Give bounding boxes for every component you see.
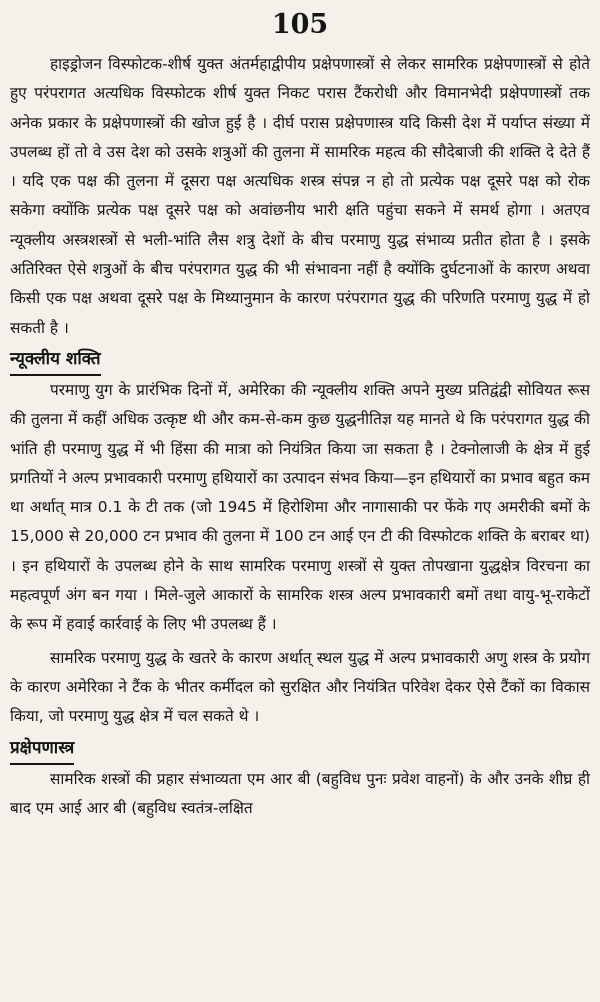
paragraph-missile-deterrence: हाइड्रोजन विस्फोटक-शीर्ष युक्त अंतर्महाद्वीपीय प्रक्षेपणास्त्रों से लेकर सामरिक प्रक्षेपणास्त्रों से होते हुए परंपरागत अत्यधिक विस्फोटक शीर्ष युक्त निकट परास टैंकरोधी और विमानभेदी प्रक्षेपणास्त्रों तक अनेक प्रकार के प्रक्षेपणास्त्रों की खोज हुई है । दीर्घ परास प्रक्षेपणास्त्र यदि किसी देश में पर्याप्त संख्या में उपलब्ध हों तो वे उस देश को उसके शत्रुओं की तुलना में सामरिक महत्व की सौदेबाजी की शक्ति दे देते हैं । यदि एक पक्ष की तुलना में दूसरा पक्ष अत्यधिक शस्त्र संपन्न न हो तो प्रत्येक पक्ष दूसरे पक्ष को रोक सकेगा क्योंकि प्रत्येक पक्ष दूसरे पक्ष को अवांछनीय भारी क्षति पहुंचा सकने में समर्थ होगा । अतएव न्यूक्लीय अस्त्रशस्त्रों से भली-भांति लैस शत्रु देशों के बीच परमाणु युद्ध संभाव्य प्रतीत होता है । इसके अतिरिक्त ऐसे शत्रुओं के बीच परंपरागत युद्ध की भी संभावना नहीं है क्योंकि दुर्घटनाओं के कारण अथवा किसी एक पक्ष अथवा दूसरे पक्ष के मिथ्यानुमान के कारण परंपरागत युद्ध की परिणति परमाणु युद्ध में हो सकती है । — [10, 55, 590, 337]
paragraph-nuclear-era: परमाणु युग के प्रारंभिक दिनों में, अमेरिका की न्यूक्लीय शक्ति अपने मुख्य प्रतिद्वंद्वी सोवियत रूस की तुलना में कहीं अधिक उत्कृष्ट थी और कम-से-कम कुछ युद्धनीतिज्ञ यह मानते थे कि परंपरागत युद्ध की भांति ही परमाणु युद्ध में भी हिंसा की मात्रा को नियंत्रित किया जा सकता है । टेक्नोलाजी के क्षेत्र में हुई प्रगतियों ने अल्प प्रभावकारी परमाणु हथियारों का उत्पादन संभव किया—इन हथियारों का प्रभाव बहुत कम था अर्थात् मात्र 0.1 के टी तक (जो 1945 में हिरोशिमा और नागासाकी पर फेंके गए अमरीकी बमों के 15,000 से 20,000 टन प्रभाव की तुलना में 100 टन आई एन टी की विस्फोटक शक्ति के बराबर था) । इन हथियारों के उपलब्ध होने के साथ सामरिक परमाणु शस्त्रों से युक्त तोपखाना युद्धक्षेत्र विरचना का महत्वपूर्ण अंग बन गया । मिले-जुले आकारों के सामरिक शस्त्र अल्प प्रभावकारी बमों तथा वायु-भू-राकेटों के रूप में हवाई कार्रवाई के लिए भी उपलब्ध हैं । — [10, 380, 590, 634]
section-heading-nuclear-power: न्यूक्लीय शक्ति — [10, 345, 101, 376]
page-number: 105 — [271, 9, 329, 40]
paragraph-strategic-weapons: सामरिक शस्त्रों की प्रहार संभाव्यता एम आर बी (बहुविध पुनः प्रवेश वाहनों) के और उनके शीघ्र ही बाद एम आई आर बी (बहुविध स्वतंत्र-लक्षित — [10, 769, 590, 817]
paragraph-tank-development: सामरिक परमाणु युद्ध के खतरे के कारण अर्थात् स्थल युद्ध में अल्प प्रभावकारी अणु शस्त्र के प्रयोग के कारण अमेरिका ने टैंक के भीतर कर्मीदल को सुरक्षित और नियंत्रित परिवेश देकर ऐसे टैंकों का विकास किया, जो परमाणु युद्ध क्षेत्र में चल सकते थे । — [10, 648, 590, 726]
section-heading-missiles: प्रक्षेपणास्त्र — [10, 734, 74, 765]
